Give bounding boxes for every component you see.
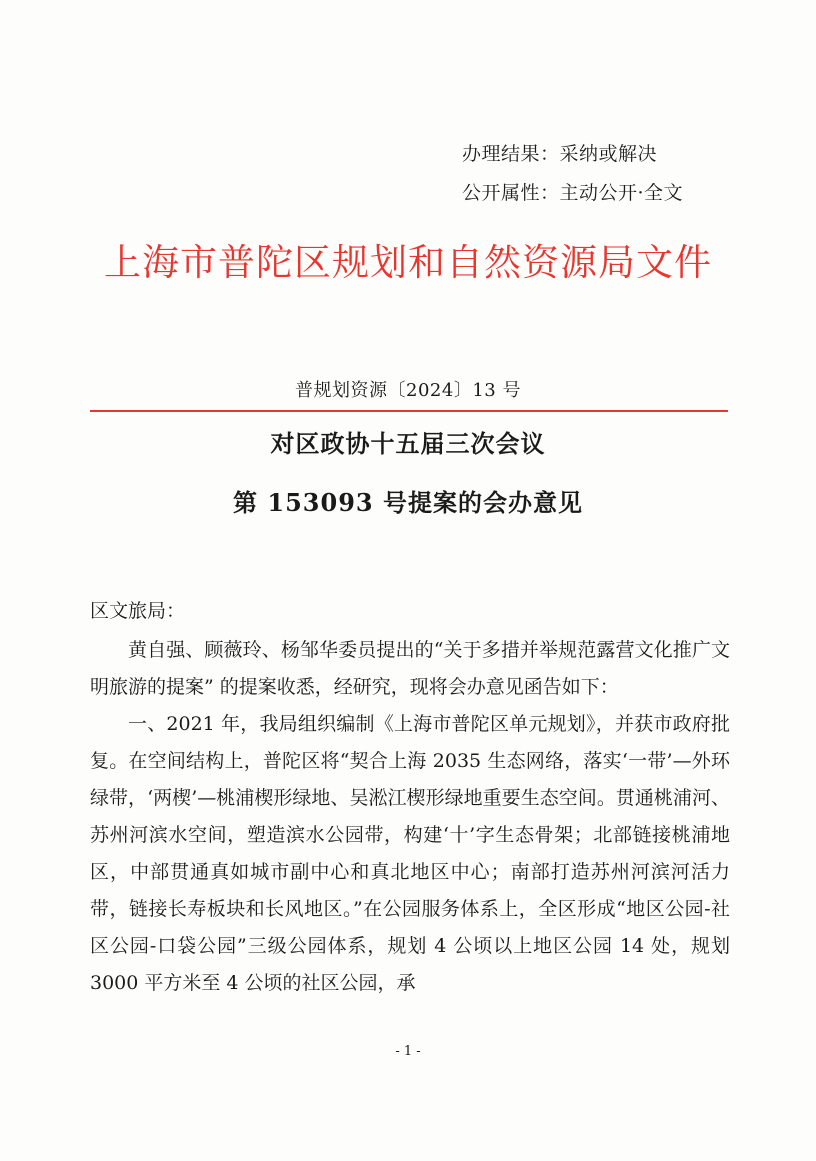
red-divider bbox=[90, 410, 728, 412]
handling-result: 办理结果：采纳或解决 bbox=[462, 143, 658, 165]
paragraph: 黄自强、顾薇玲、杨邹华委员提出的“关于多措并举规范露营文化推广文明旅游的提案” 的提案收悉，经研究，现将会办意见函告如下： bbox=[90, 639, 730, 698]
paragraph: 一、2021 年，我局组织编制《上海市普陀区单元规划》，并获市政府批复。在空间结构上，普陀区将“契合上海 2035 生态网络，落实‘一带’—外环绿带，‘两楔’—桃浦楔形绿地、吴淞江楔形绿地重要生态空间。贯通桃浦河、苏州河滨水空间，塑造滨水公园带，构建‘十’字生态骨架；北部链接桃浦地区，中部贯通真如城市副中心和真北地区中心；南部打造苏州河滨河活力带，链接长寿板块和长风地区。”在公园服务体系上，全区形成“地区公园-社区公园-口袋公园”三级公园体系，规划 4 公顷以上地区公园 14 处，规划 3000 平方米至 4 公顷的社区公园，承 bbox=[90, 713, 730, 994]
disclosure-attribute: 公开属性：主动公开·全文 bbox=[462, 182, 684, 204]
salutation: 区文旅局： bbox=[90, 600, 186, 622]
document-title-line-2: 第 153093 号提案的会办意见 bbox=[233, 488, 583, 517]
masthead: 上海市普陀区规划和自然资源局文件 bbox=[104, 241, 712, 284]
document-number: 普规划资源〔2024〕13 号 bbox=[295, 380, 521, 401]
body-text bbox=[90, 632, 730, 1002]
page-number: - 1 - bbox=[395, 1044, 421, 1059]
document-title-line-1: 对区政协十五届三次会议 bbox=[270, 429, 546, 458]
